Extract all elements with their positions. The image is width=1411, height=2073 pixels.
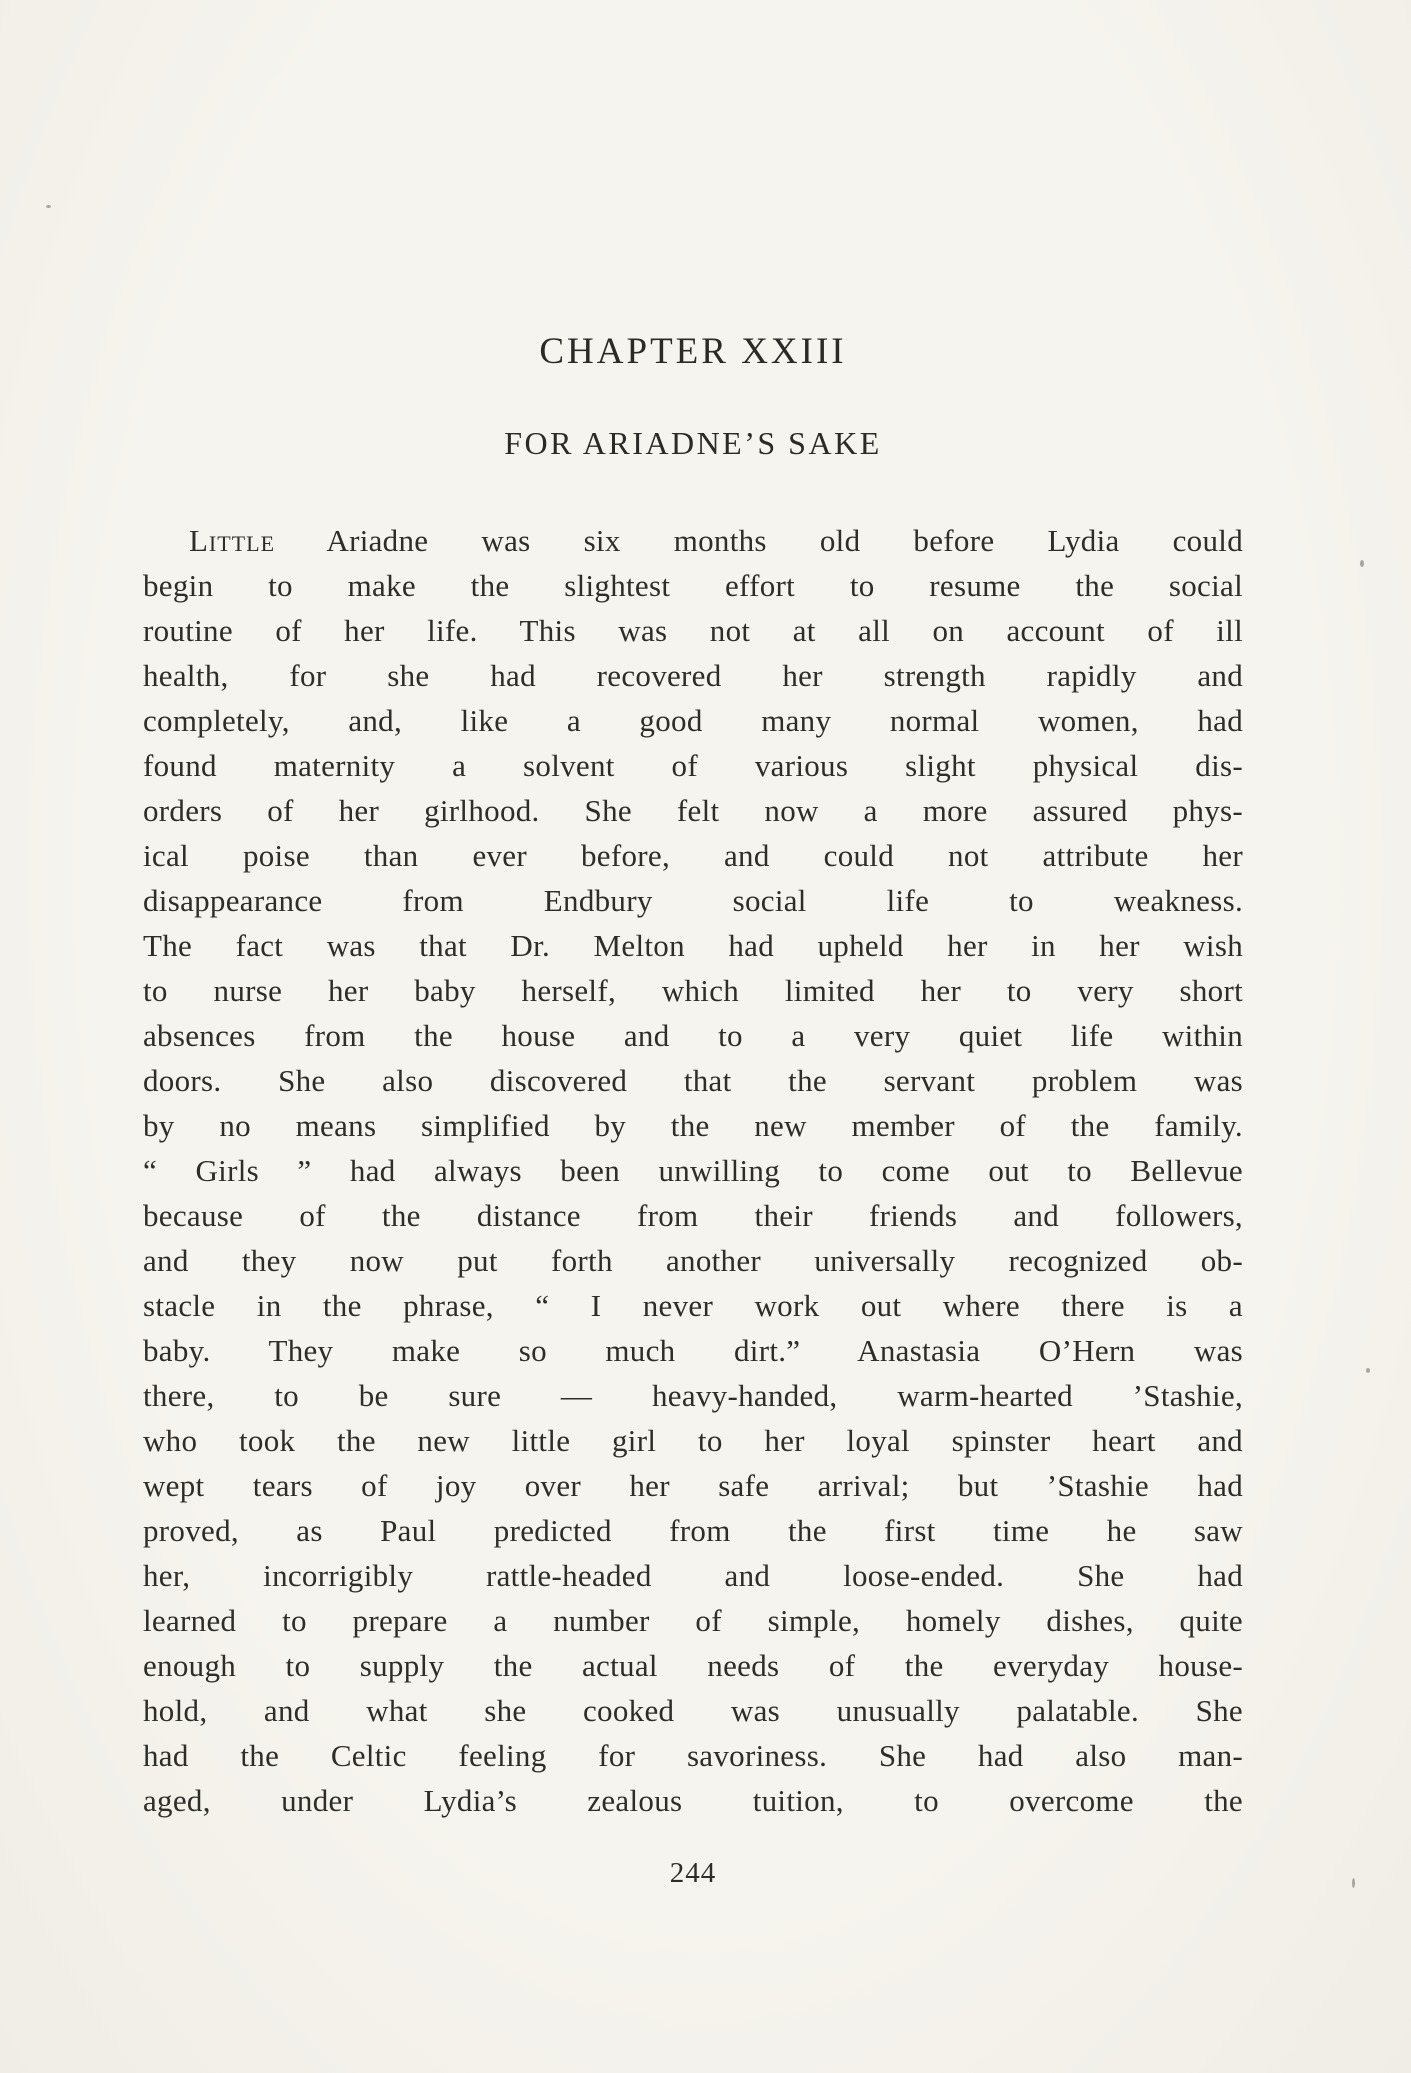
page-number: 244 (669, 1857, 717, 1889)
chapter-title: CHAPTER XXIII (539, 331, 847, 372)
text-line: by no means simplified by the new member of the family. (143, 1108, 1243, 1143)
text-line: doors. She also discovered that the servant problem was (143, 1063, 1243, 1098)
text-line: there, to be sure — heavy-handed, warm-hearted ’Stashie, (143, 1378, 1243, 1413)
text-line: who took the new little girl to her loyal spinster heart and (143, 1423, 1243, 1458)
text-line: to nurse her baby herself, which limited her to very short (143, 973, 1243, 1008)
text-line: hold, and what she cooked was unusually palatable. She (143, 1693, 1243, 1728)
text-segment: Ariadne was six months old before Lydia could (275, 523, 1243, 558)
text-line: absences from the house and to a very quiet life within (143, 1018, 1243, 1053)
text-line: wept tears of joy over her safe arrival; but ’Stashie had (143, 1468, 1243, 1503)
text-line (143, 518, 1243, 563)
text-line: enough to supply the actual needs of the everyday house- (143, 1648, 1243, 1683)
scan-speck (1352, 1878, 1355, 1888)
text-line: The fact was that Dr. Melton had upheld her in her wish (143, 928, 1243, 963)
scan-speck (46, 205, 51, 208)
text-line: completely, and, like a good many normal women, had (143, 703, 1243, 738)
text-line: because of the distance from their friends and followers, (143, 1198, 1243, 1233)
text-line: stacle in the phrase, “ I never work out where there is a (143, 1288, 1243, 1323)
text-block (143, 330, 1243, 1890)
text-line: begin to make the slightest effort to resume the social (143, 568, 1243, 603)
text-line: had the Celtic feeling for savoriness. She had also man- (143, 1738, 1243, 1773)
text-line: routine of her life. This was not at all on account of ill (143, 613, 1243, 648)
text-line: her, incorrigibly rattle-headed and loose-ended. She had (143, 1558, 1243, 1593)
smallcaps-word: Little (189, 523, 276, 558)
text-line: disappearance from Endbury social life to weakness. (143, 883, 1243, 918)
text-line: baby. They make so much dirt.” Anastasia O’Hern was (143, 1333, 1243, 1368)
text-line: found maternity a solvent of various slight physical dis- (143, 748, 1243, 783)
text-line: proved, as Paul predicted from the first time he saw (143, 1513, 1243, 1548)
text-line: health, for she had recovered her strength rapidly and (143, 658, 1243, 693)
scan-speck (1366, 1368, 1370, 1373)
text-line: aged, under Lydia’s zealous tuition, to overcome the (143, 1783, 1243, 1818)
chapter-subtitle: FOR ARIADNE’S SAKE (504, 425, 882, 461)
body-text (143, 518, 1243, 1823)
text-line: and they now put forth another universally recognized ob- (143, 1243, 1243, 1278)
text-line: “ Girls ” had always been unwilling to come out to Bellevue (143, 1153, 1243, 1188)
text-line: learned to prepare a number of simple, homely dishes, quite (143, 1603, 1243, 1638)
text-line: orders of her girlhood. She felt now a more assured phys- (143, 793, 1243, 828)
scan-speck (1360, 560, 1364, 567)
text-line: ical poise than ever before, and could not attribute her (143, 838, 1243, 873)
